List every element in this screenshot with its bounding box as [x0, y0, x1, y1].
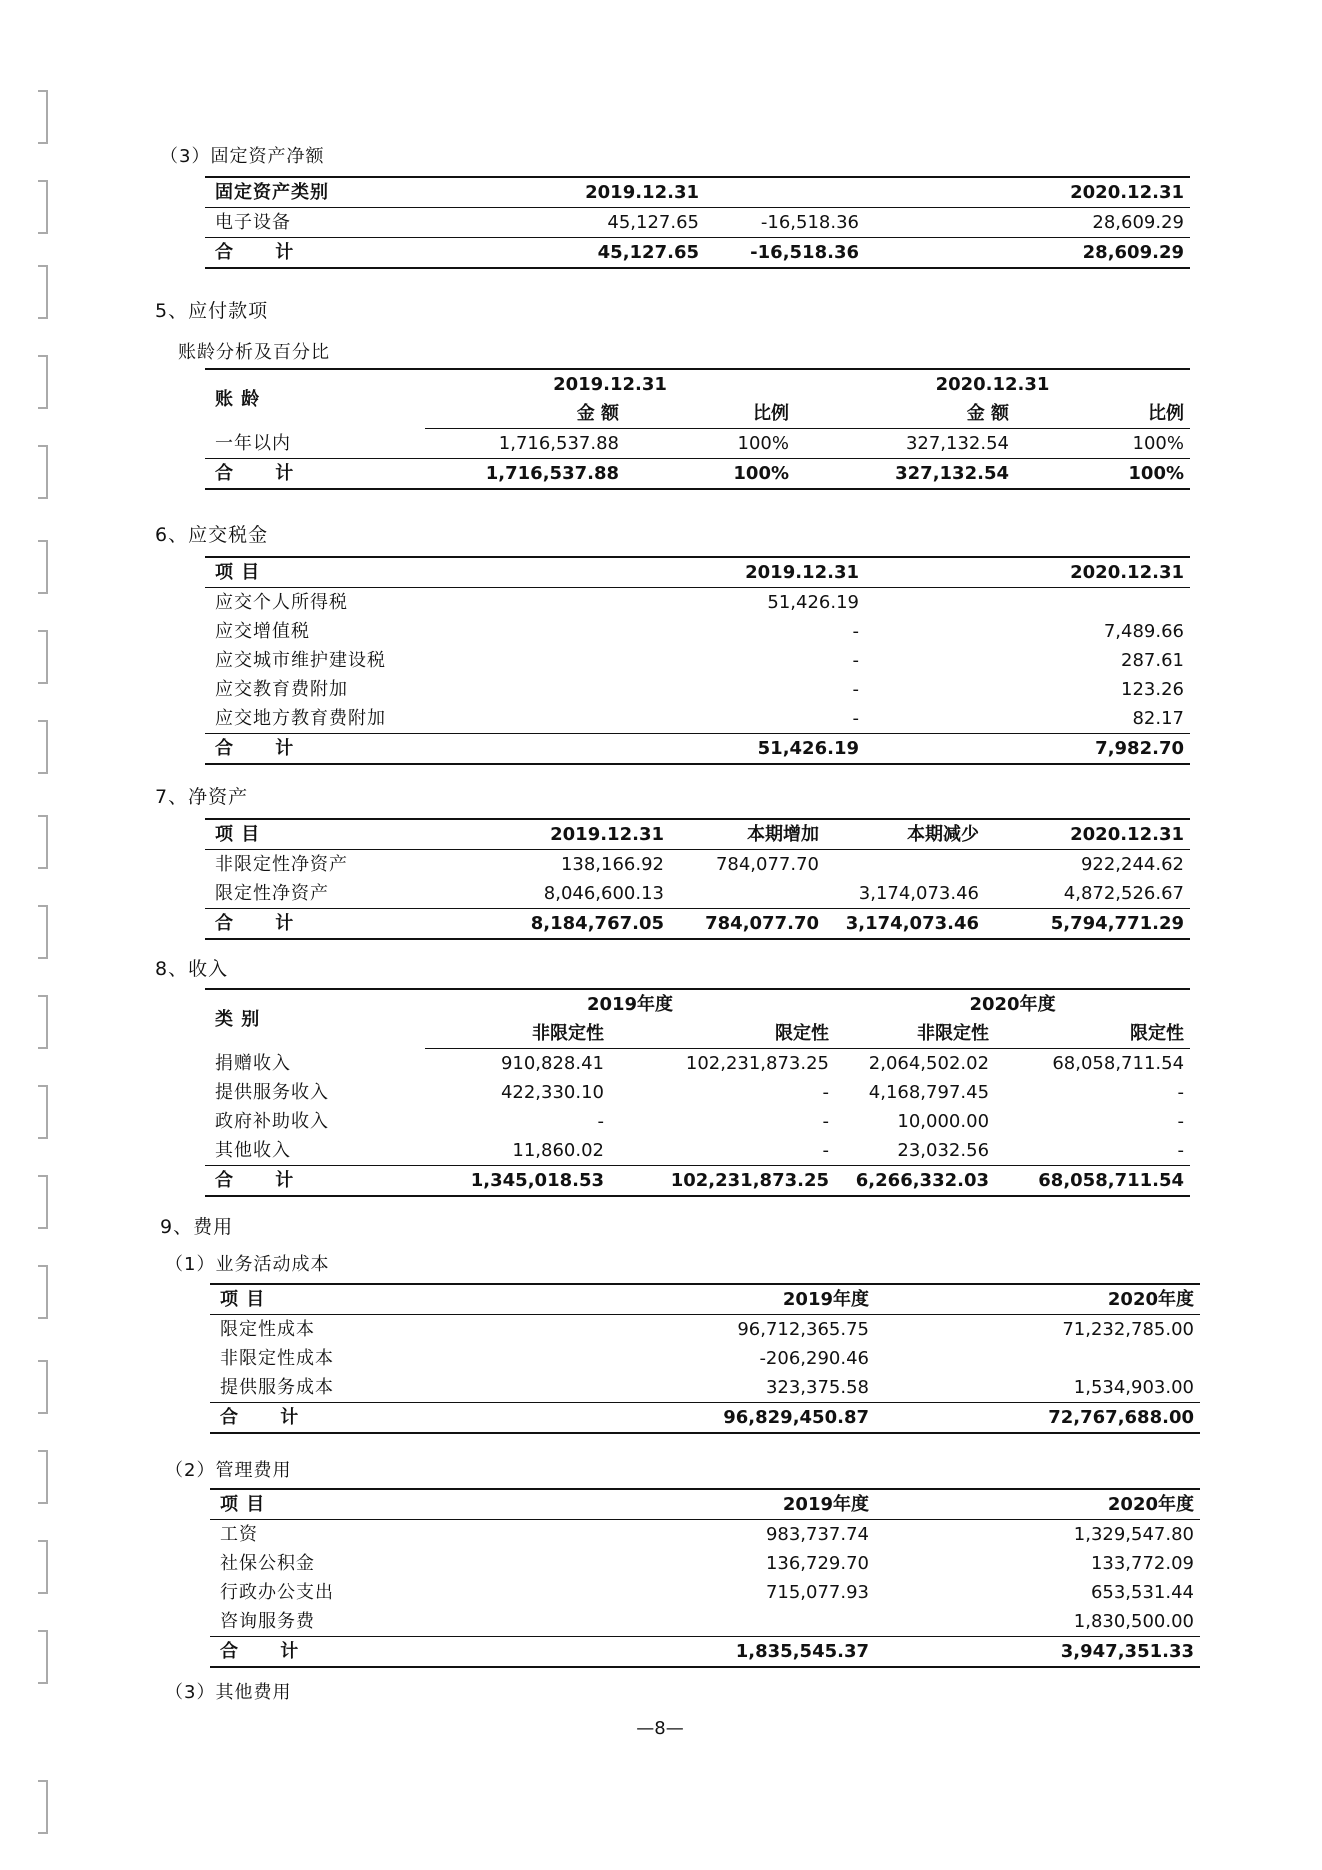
cell-value: -: [852, 621, 859, 642]
table-row: [205, 1107, 1190, 1136]
table-row: [210, 1520, 1200, 1550]
cell-value: 71,232,785.00: [1062, 1319, 1194, 1340]
row-label: 提供服务收入: [215, 1082, 329, 1103]
cell-value: 10,000.00: [897, 1111, 990, 1132]
col-header: 2019.12.31: [495, 177, 705, 208]
table-row: [205, 1078, 1190, 1107]
cell-value: -: [597, 1111, 604, 1132]
table-row: [210, 1549, 1200, 1578]
table-header-row: [205, 557, 1190, 588]
cell-value: 327,132.54: [905, 433, 1009, 454]
binding-mark: [38, 905, 48, 959]
col-header: 2020.12.31: [865, 557, 1190, 588]
total-value: 28,609.29: [865, 238, 1190, 269]
total-value: -16,518.36: [705, 238, 865, 269]
binding-mark: [38, 1540, 48, 1594]
net-assets-table: [205, 818, 1190, 940]
binding-mark: [38, 1780, 48, 1834]
total-row: [210, 1637, 1200, 1668]
total-row: [205, 734, 1190, 765]
binding-mark: [38, 1265, 48, 1319]
total-label: 合 计: [210, 1403, 600, 1434]
col-header: 项 目: [205, 819, 460, 850]
cell-value: -: [852, 679, 859, 700]
table-row: [205, 646, 1190, 675]
total-label: 合 计: [205, 1166, 425, 1197]
cell-value: 28,609.29: [1092, 212, 1184, 233]
cell-value: -: [822, 1111, 830, 1132]
total-value: 3,947,351.33: [875, 1637, 1200, 1668]
cell-value: 1,830,500.00: [1073, 1611, 1194, 1632]
total-value: 72,767,688.00: [875, 1403, 1200, 1434]
cell-value: 4,168,797.45: [868, 1082, 990, 1103]
binding-holes: [0, 0, 60, 1870]
table-row: [210, 1607, 1200, 1637]
table-header-row: [210, 1489, 1200, 1520]
total-value: 100%: [625, 459, 795, 490]
total-value: 68,058,711.54: [995, 1166, 1190, 1197]
cell-value: 715,077.93: [765, 1582, 869, 1603]
total-label: 合 计: [205, 909, 460, 940]
taxes-table: [205, 556, 1190, 765]
row-label: 非限定性成本: [220, 1348, 334, 1369]
cell-value: -: [1177, 1140, 1185, 1161]
cell-value: 323,375.58: [765, 1377, 869, 1398]
cell-value: 96,712,365.75: [737, 1319, 869, 1340]
cell-value: [825, 850, 985, 880]
cell-value: 11,860.02: [512, 1140, 604, 1161]
admin-cost-table: [210, 1488, 1200, 1668]
col-header: 2020年度: [875, 1489, 1200, 1520]
cell-value: 100%: [1132, 433, 1184, 454]
table-header-row: [205, 177, 1190, 208]
col-subheader: 限定性: [610, 1019, 835, 1049]
total-value: 1,835,545.37: [600, 1637, 875, 1668]
row-label: 应交教育费附加: [215, 679, 348, 700]
table-header-row: [205, 369, 1190, 399]
binding-mark: [38, 445, 48, 499]
section-title-payables: 5、应付款项: [155, 300, 269, 322]
page-number: —8—: [636, 1718, 684, 1739]
cell-value: 100%: [737, 433, 789, 454]
cell-value: -16,518.36: [760, 212, 859, 233]
cell-value: 136,729.70: [765, 1553, 869, 1574]
binding-mark: [38, 1085, 48, 1139]
row-label: 捐赠收入: [215, 1053, 291, 1074]
total-row: [205, 909, 1190, 940]
col-header: 2019年度: [600, 1284, 875, 1315]
cell-value: -: [1177, 1082, 1185, 1103]
business-cost-table: [210, 1283, 1200, 1434]
row-label: 政府补助收入: [215, 1111, 329, 1132]
cell-value: 23,032.56: [897, 1140, 990, 1161]
table-row: [210, 1578, 1200, 1607]
cell-value: 45,127.65: [607, 212, 699, 233]
total-value: 1,345,018.53: [425, 1166, 610, 1197]
cell-value: -: [822, 1140, 830, 1161]
table-header-row: [205, 819, 1190, 850]
cell-value: -: [852, 650, 859, 671]
binding-mark: [38, 90, 48, 144]
binding-mark: [38, 265, 48, 319]
total-label: 合 计: [205, 734, 595, 765]
col-header: 本期减少: [825, 819, 985, 850]
section-subtitle-payables: 账龄分析及百分比: [178, 342, 330, 363]
binding-mark: [38, 1630, 48, 1684]
table-row: [205, 617, 1190, 646]
table-row: [210, 1344, 1200, 1373]
col-subheader: 非限定性: [835, 1019, 995, 1049]
cell-value: [875, 1344, 1200, 1373]
row-label: 咨询服务费: [220, 1611, 315, 1632]
cell-value: 922,244.62: [1080, 854, 1184, 875]
col-header: 固定资产类别: [205, 177, 495, 208]
row-label: 其他收入: [215, 1140, 291, 1161]
total-row: [210, 1403, 1200, 1434]
total-value: 8,184,767.05: [460, 909, 670, 940]
cell-value: 68,058,711.54: [1052, 1053, 1185, 1074]
total-label: 合 计: [205, 459, 425, 490]
total-value: 1,716,537.88: [425, 459, 625, 490]
row-label: 限定性成本: [220, 1319, 315, 1340]
row-label: 工资: [220, 1524, 258, 1545]
table-row: [205, 429, 1190, 459]
section-title-income: 8、收入: [155, 958, 229, 980]
col-header: 项 目: [205, 557, 595, 588]
col-header: 2020年度: [875, 1284, 1200, 1315]
section-title-net-assets: 7、净资产: [155, 786, 249, 808]
cell-value: 82.17: [1132, 708, 1184, 729]
cell-value: [600, 1607, 875, 1637]
row-label: 应交城市维护建设税: [215, 650, 386, 671]
col-header: 2019年度: [425, 989, 835, 1019]
binding-mark: [38, 1360, 48, 1414]
cell-value: -: [822, 1082, 830, 1103]
cell-value: 784,077.70: [715, 854, 819, 875]
section-title-taxes: 6、应交税金: [155, 524, 269, 546]
row-label: 应交个人所得税: [215, 592, 348, 613]
cell-value: 102,231,873.25: [685, 1053, 830, 1074]
fixed-assets-table: [205, 176, 1190, 269]
payables-table: [205, 368, 1190, 490]
binding-mark: [38, 720, 48, 774]
total-value: 100%: [1015, 459, 1190, 490]
table-row: [205, 1049, 1190, 1079]
cell-value: -: [852, 708, 859, 729]
income-table: [205, 988, 1190, 1197]
table-header-row: [210, 1284, 1200, 1315]
binding-mark: [38, 1450, 48, 1504]
col-header: [705, 177, 865, 208]
total-value: 96,829,450.87: [600, 1403, 875, 1434]
cell-value: -: [1177, 1111, 1185, 1132]
row-label: 电子设备: [215, 212, 291, 233]
col-subheader: 金 额: [425, 399, 625, 429]
cell-value: 422,330.10: [500, 1082, 604, 1103]
total-row: [205, 1166, 1190, 1197]
cell-value: 8,046,600.13: [543, 883, 664, 904]
row-label: 社保公积金: [220, 1553, 315, 1574]
cell-value: 123.26: [1121, 679, 1184, 700]
col-header: 2019.12.31: [460, 819, 670, 850]
table-header-row: [205, 989, 1190, 1019]
cell-value: 51,426.19: [767, 592, 859, 613]
total-row: [205, 459, 1190, 490]
col-subheader: 限定性: [995, 1019, 1190, 1049]
total-value: 6,266,332.03: [835, 1166, 995, 1197]
cell-value: [670, 879, 825, 909]
binding-mark: [38, 630, 48, 684]
total-value: 7,982.70: [865, 734, 1190, 765]
cell-value: 1,716,537.88: [498, 433, 619, 454]
table-row: [205, 208, 1190, 238]
total-value: 327,132.54: [795, 459, 1015, 490]
cell-value: 2,064,502.02: [868, 1053, 990, 1074]
table-row: [205, 588, 1190, 618]
col-header: 2020.12.31: [795, 369, 1190, 399]
cell-value: 4,872,526.67: [1063, 883, 1184, 904]
row-label: 提供服务成本: [220, 1377, 334, 1398]
table-row: [205, 850, 1190, 880]
cell-value: -206,290.46: [759, 1348, 869, 1369]
binding-mark: [38, 1175, 48, 1229]
table-row: [205, 1136, 1190, 1166]
col-header: 本期增加: [670, 819, 825, 850]
row-label: 应交增值税: [215, 621, 310, 642]
col-header: 账 龄: [205, 369, 425, 429]
col-header: 2020年度: [835, 989, 1190, 1019]
col-subheader: 非限定性: [425, 1019, 610, 1049]
section-title-business-cost: （1）业务活动成本: [165, 1254, 330, 1275]
table-row: [210, 1315, 1200, 1345]
col-header: 2019.12.31: [425, 369, 795, 399]
cell-value: 3,174,073.46: [858, 883, 979, 904]
cell-value: 138,166.92: [560, 854, 664, 875]
binding-mark: [38, 995, 48, 1049]
row-label: 限定性净资产: [215, 883, 329, 904]
cell-value: 983,737.74: [765, 1524, 869, 1545]
col-header: 2019.12.31: [595, 557, 865, 588]
cell-value: [865, 588, 1190, 618]
total-value: 5,794,771.29: [985, 909, 1190, 940]
section-title-fixed-assets: （3）固定资产净额: [160, 146, 325, 167]
total-value: 3,174,073.46: [825, 909, 985, 940]
table-row: [205, 879, 1190, 909]
cell-value: 1,534,903.00: [1073, 1377, 1194, 1398]
table-row: [205, 704, 1190, 734]
section-title-other-cost: （3）其他费用: [165, 1682, 292, 1703]
cell-value: 133,772.09: [1090, 1553, 1194, 1574]
total-row: [205, 238, 1190, 269]
col-header: 2019年度: [600, 1489, 875, 1520]
cell-value: 653,531.44: [1090, 1582, 1194, 1603]
total-label: 合 计: [205, 238, 495, 269]
table-row: [205, 675, 1190, 704]
cell-value: 1,329,547.80: [1073, 1524, 1194, 1545]
binding-mark: [38, 355, 48, 409]
row-label: 应交地方教育费附加: [215, 708, 386, 729]
total-value: 51,426.19: [595, 734, 865, 765]
cell-value: 910,828.41: [500, 1053, 604, 1074]
total-label: 合 计: [210, 1637, 600, 1668]
row-label: 非限定性净资产: [215, 854, 348, 875]
total-value: 784,077.70: [670, 909, 825, 940]
section-title-admin-cost: （2）管理费用: [165, 1460, 292, 1481]
total-value: 45,127.65: [495, 238, 705, 269]
total-value: 102,231,873.25: [610, 1166, 835, 1197]
row-label: 行政办公支出: [220, 1582, 334, 1603]
row-label: 一年以内: [215, 433, 291, 454]
col-header: 2020.12.31: [865, 177, 1190, 208]
binding-mark: [38, 815, 48, 869]
col-subheader: 比例: [1015, 399, 1190, 429]
cell-value: 7,489.66: [1103, 621, 1184, 642]
cell-value: 287.61: [1121, 650, 1184, 671]
col-header: 2020.12.31: [985, 819, 1190, 850]
binding-mark: [38, 180, 48, 234]
section-title-expenses: 9、费用: [160, 1216, 234, 1238]
col-header: 类 别: [205, 989, 425, 1049]
binding-mark: [38, 540, 48, 594]
col-subheader: 金 额: [795, 399, 1015, 429]
col-header: 项 目: [210, 1489, 600, 1520]
table-row: [210, 1373, 1200, 1403]
col-subheader: 比例: [625, 399, 795, 429]
col-header: 项 目: [210, 1284, 600, 1315]
